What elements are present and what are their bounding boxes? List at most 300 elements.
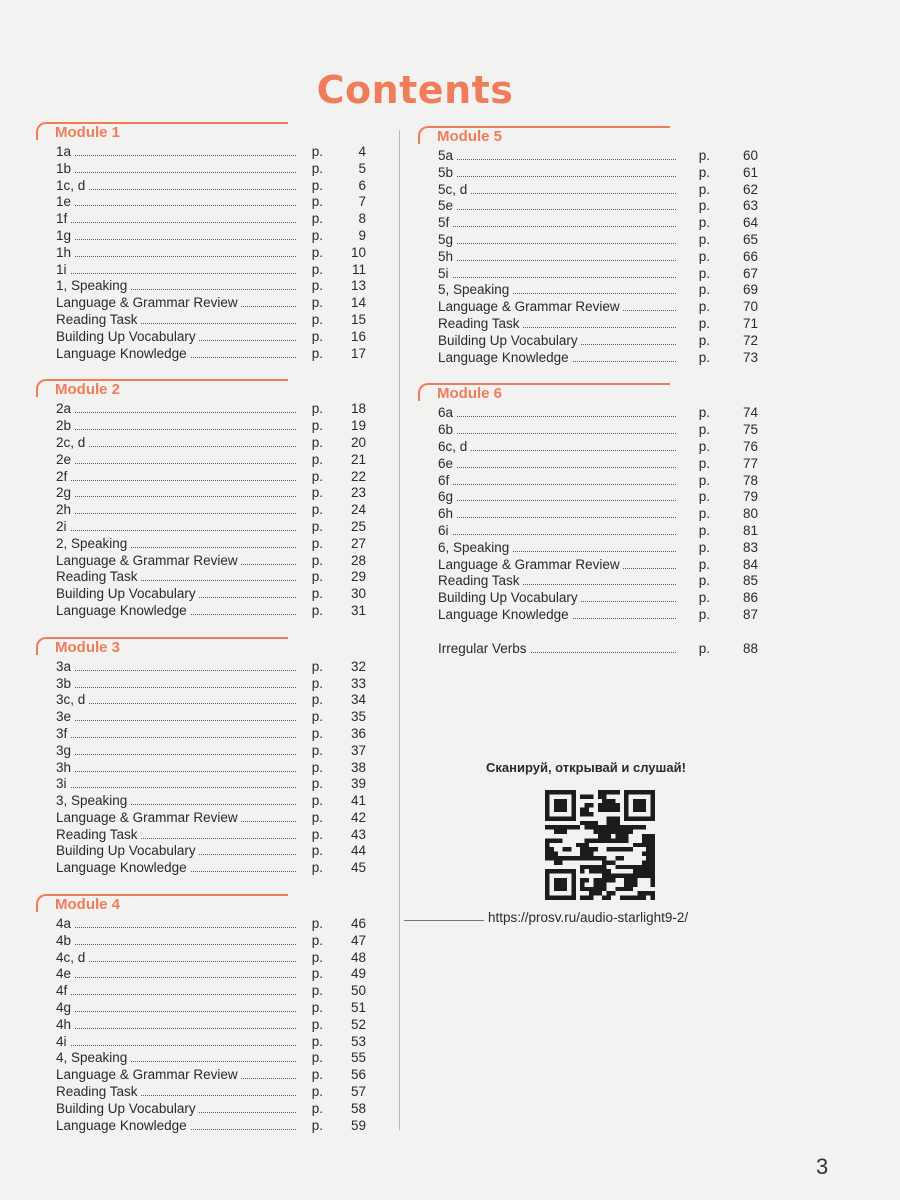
page-prefix: p. (311, 586, 323, 602)
toc-page-number: 24 (350, 502, 366, 518)
toc-page-number: 34 (350, 692, 366, 708)
module-section (36, 637, 386, 877)
toc-entry-label: 4i (56, 1034, 70, 1051)
toc-entry[interactable] (418, 165, 758, 182)
toc-entry-label: 2a (56, 401, 74, 418)
toc-page-number: 18 (350, 401, 366, 417)
toc-entry-label: 5a (438, 148, 456, 165)
toc-entry-label: 1i (56, 262, 70, 279)
dot-leader (438, 416, 676, 417)
dot-leader (438, 159, 676, 160)
toc-page-number: 50 (350, 983, 366, 999)
toc-entry-label: Language & Grammar Review (56, 810, 241, 827)
dot-leader (56, 703, 296, 704)
toc-entry-label: 6a (438, 405, 456, 422)
toc-page-number: 81 (742, 522, 758, 538)
toc-entry[interactable] (418, 456, 758, 473)
url-leader-line (404, 920, 484, 921)
toc-entry[interactable] (418, 333, 758, 350)
toc-entry-label: 6b (438, 422, 456, 439)
page-prefix: p. (311, 1067, 323, 1083)
toc-entry-label: 4c, d (56, 950, 88, 967)
toc-entry[interactable] (36, 1067, 386, 1084)
toc-entry[interactable] (36, 659, 386, 676)
page-prefix: p. (698, 539, 710, 555)
page-prefix: p. (698, 606, 710, 622)
dot-leader (56, 771, 296, 772)
toc-page-number: 31 (350, 602, 366, 618)
toc-entry[interactable] (36, 278, 386, 295)
toc-entry[interactable] (36, 743, 386, 760)
module-title: Module 3 (55, 638, 121, 656)
toc-entry[interactable] (36, 950, 386, 967)
toc-entry-label: Reading Task (56, 312, 141, 329)
toc-entry[interactable] (36, 916, 386, 933)
page-prefix: p. (311, 261, 323, 277)
page-prefix: p. (311, 518, 323, 534)
page-prefix: p. (311, 194, 323, 210)
page-prefix: p. (698, 349, 710, 365)
toc-page-number: 10 (350, 244, 366, 260)
toc-entry-label: 3, Speaking (56, 793, 130, 810)
toc-entry[interactable] (418, 316, 758, 333)
toc-entry-label: 4e (56, 966, 74, 983)
page-prefix: p. (698, 299, 710, 315)
dot-leader (56, 222, 296, 223)
toc-entry[interactable] (36, 810, 386, 827)
toc-page-number: 21 (350, 451, 366, 467)
toc-page-number: 46 (350, 916, 366, 932)
dot-leader (438, 467, 676, 468)
toc-page-number: 4 (358, 144, 366, 159)
page-prefix: p. (311, 451, 323, 467)
page-prefix: p. (698, 332, 710, 348)
toc-entry[interactable] (418, 405, 758, 422)
page-prefix: p. (698, 438, 710, 454)
toc-entry[interactable] (36, 178, 386, 195)
toc-page-number: 85 (742, 573, 758, 589)
toc-entry[interactable] (418, 607, 758, 624)
dot-leader (56, 720, 296, 721)
page-prefix: p. (311, 983, 323, 999)
toc-entry-label: 3h (56, 760, 74, 777)
toc-entry[interactable] (36, 312, 386, 329)
toc-entry-label: 5h (438, 249, 456, 266)
toc-entry-label: Reading Task (56, 569, 141, 586)
module-header-rule (138, 637, 288, 639)
dot-leader (56, 687, 296, 688)
toc-entry[interactable] (36, 603, 386, 620)
toc-entry[interactable] (36, 793, 386, 810)
toc-entry-label: 1b (56, 161, 74, 178)
toc-page-number: 37 (350, 742, 366, 758)
toc-page-number: 58 (350, 1100, 366, 1116)
module-header (36, 379, 386, 399)
toc-entry[interactable] (36, 569, 386, 586)
module-section (418, 126, 758, 366)
page-prefix: p. (311, 345, 323, 361)
toc-page-number: 63 (742, 198, 758, 214)
toc-page-number: 38 (350, 759, 366, 775)
page-prefix: p. (311, 1000, 323, 1016)
page-prefix: p. (698, 522, 710, 538)
toc-entry[interactable] (36, 401, 386, 418)
toc-entry[interactable] (418, 182, 758, 199)
toc-entry[interactable] (418, 215, 758, 232)
toc-entry[interactable] (36, 519, 386, 536)
toc-entry-label: 5e (438, 198, 456, 215)
toc-entry[interactable] (418, 266, 758, 283)
page-prefix: p. (311, 1050, 323, 1066)
toc-page-number: 44 (350, 843, 366, 859)
toc-entry-label: 2c, d (56, 435, 88, 452)
dot-leader (56, 480, 296, 481)
toc-page-number: 77 (742, 455, 758, 471)
toc-entry[interactable] (36, 726, 386, 743)
dot-leader (438, 450, 676, 451)
page-prefix: p. (311, 966, 323, 982)
dot-leader (438, 226, 676, 227)
dot-leader (56, 189, 296, 190)
toc-entry[interactable] (418, 232, 758, 249)
toc-entry-irregular-verbs[interactable] (418, 641, 758, 658)
toc-entry-label: 2b (56, 418, 74, 435)
toc-entry[interactable] (418, 557, 758, 574)
toc-entry[interactable] (418, 506, 758, 523)
toc-entry[interactable] (36, 1000, 386, 1017)
toc-entry[interactable] (418, 473, 758, 490)
toc-entry[interactable] (418, 249, 758, 266)
dot-leader (56, 754, 296, 755)
toc-page-number: 74 (742, 405, 758, 421)
column-divider (399, 130, 400, 1130)
toc-entry-label: 3b (56, 676, 74, 693)
page-number: 3 (816, 1154, 829, 1179)
toc-page-number: 32 (350, 658, 366, 674)
toc-entry-label: Reading Task (56, 827, 141, 844)
dot-leader (56, 172, 296, 173)
toc-page-number: 69 (742, 282, 758, 298)
toc-page-number: 72 (742, 332, 758, 348)
module-header (36, 637, 386, 657)
toc-entry-label: 5, Speaking (438, 282, 512, 299)
toc-entry-label: 5g (438, 232, 456, 249)
toc-entry[interactable] (36, 536, 386, 553)
toc-entry-label: 3i (56, 776, 70, 793)
toc-entry[interactable] (36, 262, 386, 279)
toc-entry-label: 2i (56, 519, 70, 536)
dot-leader (438, 517, 676, 518)
toc-page-number: 59 (350, 1117, 366, 1133)
toc-entry[interactable] (36, 586, 386, 603)
toc-entry-label: 4, Speaking (56, 1050, 130, 1067)
page-prefix: p. (698, 265, 710, 281)
module-section (418, 383, 758, 623)
toc-entry[interactable] (36, 860, 386, 877)
contents-left-column (36, 122, 386, 1151)
page-prefix: p. (311, 1016, 323, 1032)
toc-entry[interactable] (36, 469, 386, 486)
toc-page-number: 78 (742, 472, 758, 488)
toc-entry-label: 2e (56, 452, 74, 469)
toc-entry[interactable] (36, 692, 386, 709)
toc-page-number: 6 (358, 177, 366, 193)
toc-entry[interactable] (36, 194, 386, 211)
toc-entry[interactable] (36, 776, 386, 793)
toc-entry[interactable] (36, 1034, 386, 1051)
toc-page-number: 48 (350, 949, 366, 965)
toc-entry[interactable] (36, 933, 386, 950)
toc-entry[interactable] (36, 346, 386, 363)
toc-entry[interactable] (36, 709, 386, 726)
toc-page-number: 30 (350, 586, 366, 602)
toc-entry-label: Language Knowledge (56, 603, 190, 620)
module-header (36, 894, 386, 914)
toc-page-number: 13 (350, 278, 366, 294)
page-prefix: p. (311, 675, 323, 691)
page-prefix: p. (311, 809, 323, 825)
page-prefix: p. (311, 434, 323, 450)
toc-entry[interactable] (418, 198, 758, 215)
toc-entry-label: 1h (56, 245, 74, 262)
toc-entry[interactable] (36, 1084, 386, 1101)
toc-entry[interactable] (418, 523, 758, 540)
toc-entry-label: 5c, d (438, 182, 470, 199)
toc-entry[interactable] (36, 843, 386, 860)
toc-entry[interactable] (36, 211, 386, 228)
toc-page-number: 83 (742, 539, 758, 555)
toc-entry[interactable] (36, 418, 386, 435)
toc-page-number: 25 (350, 518, 366, 534)
page-prefix: p. (311, 1100, 323, 1116)
dot-leader (56, 256, 296, 257)
toc-page-number: 19 (350, 418, 366, 434)
toc-entry[interactable] (418, 148, 758, 165)
toc-entry[interactable] (418, 590, 758, 607)
page-prefix: p. (311, 709, 323, 725)
dot-leader (56, 513, 296, 514)
toc-entry[interactable] (36, 827, 386, 844)
toc-entry[interactable] (36, 144, 386, 161)
toc-entry[interactable] (36, 245, 386, 262)
toc-entry[interactable] (36, 228, 386, 245)
dot-leader (438, 209, 676, 210)
page-prefix: p. (311, 502, 323, 518)
dot-leader (56, 155, 296, 156)
toc-entry-label: Language & Grammar Review (56, 553, 241, 570)
toc-page-number: 51 (350, 1000, 366, 1016)
toc-entry-label: Language Knowledge (56, 346, 190, 363)
toc-entry[interactable] (36, 435, 386, 452)
toc-page-number: 66 (742, 248, 758, 264)
dot-leader (56, 496, 296, 497)
contents-right-column (418, 126, 758, 658)
page-prefix: p. (311, 793, 323, 809)
page-prefix: p. (311, 328, 323, 344)
toc-entry[interactable] (36, 676, 386, 693)
page-prefix: p. (311, 227, 323, 243)
module-section (36, 894, 386, 1134)
module-title: Module 6 (437, 385, 503, 403)
toc-entry[interactable] (418, 350, 758, 367)
page-prefix: p. (311, 949, 323, 965)
toc-entry[interactable] (418, 439, 758, 456)
toc-entry[interactable] (36, 966, 386, 983)
toc-entry-label: 1e (56, 194, 74, 211)
toc-entry-label: 2, Speaking (56, 536, 130, 553)
page-prefix: p. (311, 932, 323, 948)
toc-entry[interactable] (36, 502, 386, 519)
toc-entry-label: Language & Grammar Review (56, 1067, 241, 1084)
toc-entry-label: Building Up Vocabulary (438, 590, 581, 607)
dot-leader (56, 787, 296, 788)
toc-page-number: 75 (742, 422, 758, 438)
module-header (418, 383, 758, 403)
page-prefix: p. (698, 181, 710, 197)
page-prefix: p. (311, 401, 323, 417)
module-title: Module 5 (437, 128, 503, 145)
module-header-rule (520, 383, 670, 385)
dot-leader (56, 1028, 296, 1029)
toc-entry-label: 2f (56, 469, 70, 486)
toc-entry[interactable] (418, 573, 758, 590)
toc-entry[interactable] (418, 299, 758, 316)
page-prefix: p. (311, 144, 323, 159)
page-prefix: p. (311, 725, 323, 741)
toc-page-number: 5 (358, 160, 366, 176)
toc-entry-label: Reading Task (56, 1084, 141, 1101)
toc-page-number: 7 (358, 194, 366, 210)
toc-page-number: 43 (350, 826, 366, 842)
page-title: Contents (316, 68, 514, 112)
page-prefix: p. (311, 759, 323, 775)
module-title: Module 2 (55, 381, 121, 399)
dot-leader (56, 1011, 296, 1012)
dot-leader (438, 277, 676, 278)
page-prefix: p. (698, 506, 710, 522)
page-prefix: p. (698, 455, 710, 471)
toc-entry[interactable] (36, 295, 386, 312)
page-prefix: p. (698, 489, 710, 505)
toc-entry-label: Irregular Verbs (438, 641, 530, 658)
toc-page-number: 73 (742, 349, 758, 365)
toc-entry[interactable] (36, 553, 386, 570)
toc-page-number: 70 (742, 299, 758, 315)
dot-leader (438, 193, 676, 194)
toc-entry-label: Language Knowledge (438, 350, 572, 367)
toc-page-number: 76 (742, 438, 758, 454)
dot-leader (56, 205, 296, 206)
toc-entry[interactable] (36, 161, 386, 178)
toc-entry-label: 4b (56, 933, 74, 950)
qr-code-icon[interactable] (540, 790, 660, 900)
toc-page-number: 23 (350, 485, 366, 501)
toc-page-number: 55 (350, 1050, 366, 1066)
toc-page-number: 11 (351, 261, 366, 277)
page-prefix: p. (311, 485, 323, 501)
page-prefix: p. (311, 1117, 323, 1133)
toc-entry-label: 4g (56, 1000, 74, 1017)
toc-page-number: 67 (742, 265, 758, 281)
page-prefix: p. (698, 315, 710, 331)
toc-page-number: 41 (350, 793, 366, 809)
toc-entry[interactable] (36, 452, 386, 469)
toc-page-number: 14 (350, 295, 366, 311)
page-prefix: p. (311, 552, 323, 568)
toc-entry-label: 1f (56, 211, 70, 228)
dot-leader (438, 534, 676, 535)
module-header-rule (138, 894, 288, 896)
toc-page-number: 84 (742, 556, 758, 572)
toc-entry-label: 2g (56, 485, 74, 502)
toc-page-number: 9 (358, 227, 366, 243)
page-prefix: p. (311, 826, 323, 842)
dot-leader (56, 961, 296, 962)
page-prefix: p. (311, 658, 323, 674)
page-prefix: p. (311, 742, 323, 758)
dot-leader (56, 412, 296, 413)
toc-entry-label: 1g (56, 228, 74, 245)
toc-entry-label: 6f (438, 473, 452, 490)
toc-entry-label: 6g (438, 489, 456, 506)
toc-entry[interactable] (36, 760, 386, 777)
toc-entry[interactable] (418, 540, 758, 557)
page-prefix: p. (698, 215, 710, 231)
toc-entry-label: 4a (56, 916, 74, 933)
page-prefix: p. (311, 177, 323, 193)
toc-entry-label: 6i (438, 523, 452, 540)
audio-url-link[interactable]: https://prosv.ru/audio-starlight9-2/ (488, 910, 689, 925)
toc-page-number: 87 (742, 606, 758, 622)
toc-entry[interactable] (36, 485, 386, 502)
toc-entry[interactable] (36, 1118, 386, 1135)
page-prefix: p. (698, 556, 710, 572)
toc-entry-label: 6h (438, 506, 456, 523)
toc-entry-label: Language & Grammar Review (56, 295, 241, 312)
dot-leader (438, 433, 676, 434)
page-prefix: p. (311, 569, 323, 585)
toc-entry-label: 1, Speaking (56, 278, 130, 295)
page-prefix: p. (311, 418, 323, 434)
toc-page-number: 49 (350, 966, 366, 982)
page-prefix: p. (698, 198, 710, 214)
toc-entry[interactable] (36, 1017, 386, 1034)
toc-entry[interactable] (36, 329, 386, 346)
dot-leader (56, 670, 296, 671)
toc-entry[interactable] (418, 422, 758, 439)
toc-entry-label: 1c, d (56, 178, 88, 195)
toc-entry[interactable] (36, 1101, 386, 1118)
toc-entry[interactable] (36, 1050, 386, 1067)
dot-leader (438, 243, 676, 244)
page-prefix: p. (311, 916, 323, 932)
toc-entry-label: 4f (56, 983, 70, 1000)
toc-entry-label: 6e (438, 456, 456, 473)
toc-page-number: 71 (742, 315, 758, 331)
toc-entry[interactable] (418, 489, 758, 506)
toc-page-number: 27 (350, 535, 366, 551)
toc-entry[interactable] (418, 282, 758, 299)
toc-entry[interactable] (36, 983, 386, 1000)
page-prefix: p. (311, 776, 323, 792)
toc-entry-label: 5f (438, 215, 452, 232)
toc-page-number: 65 (742, 231, 758, 247)
toc-page-number: 16 (350, 328, 366, 344)
module-header-rule (138, 122, 288, 124)
toc-page-number: 56 (350, 1067, 366, 1083)
toc-page-number: 62 (742, 181, 758, 197)
dot-leader (56, 530, 296, 531)
